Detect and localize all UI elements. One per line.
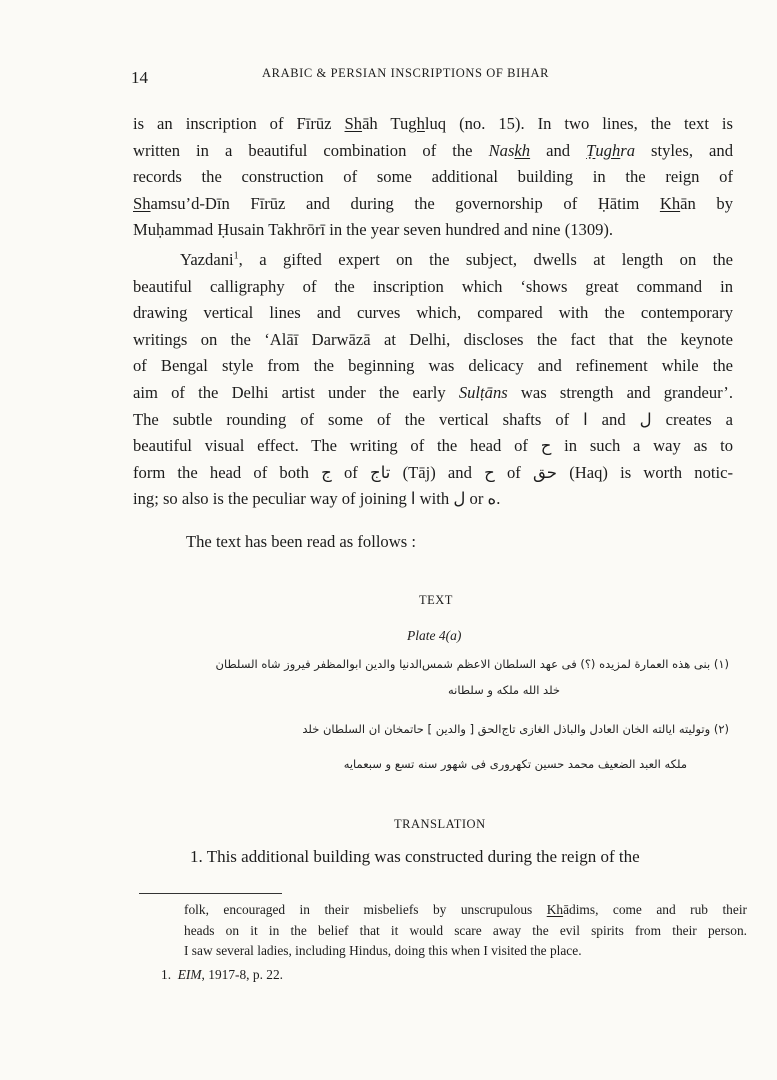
footnote-1: 1. EIM, 1917-8, p. 22. (161, 967, 284, 982)
p2-line-5: of Bengal style from the beginning was delicacy and refinement while the (133, 356, 733, 376)
p2-line-10: ing; so also is the peculiar way of joining ا with ل or ه. (133, 489, 501, 509)
arabic-inscription-line-2-cont: ملکه العبد الضعیف محمد حسین تکهروری فی شهور سنه تسع و سبعمایه (343, 757, 687, 771)
p2-line-8: beautiful visual effect. The writing of the head of ح in such a way as to (133, 436, 733, 456)
p2-line-7: The subtle rounding of some of the vertical shafts of ا and ل creates a (133, 409, 733, 429)
footnote-cont-line-3: I saw several ladies, including Hindus, doing this when I visited the place. (184, 943, 582, 958)
footnote-ref-1: 1 (233, 250, 239, 262)
arabic-inscription-line-1: (۱) بنی هذه العمارة لمزیده (؟) فی عهد السلطان الاعظم شمس‌الدنیا والدین ابوالمظفر فیروز شاه السلطان (215, 657, 729, 671)
arabic-inscription-line-1-cont: خلد الله ملکه و سلطانه (447, 683, 560, 697)
text-heading: TEXT (419, 593, 453, 607)
arabic-inscription-line-2: (۲) وتولیته ایالته الخان العادل والباذل الغازی تاج‌الحق [ والدین ] حاتمخان ان السلطان خلد (302, 722, 729, 736)
p1-line-1: is an inscription of Fīrūz Shāh Tughluq (no. 15). In two lines, the text is (133, 114, 733, 133)
p2-line-1: Yazdani$^1$, a gifted expert on the subject, dwells at length on the (180, 250, 733, 269)
page-number: 14 (131, 68, 148, 87)
footnote-cont-line-1: folk, encouraged in their misbeliefs by unscrupulous Khādims, come and rub their (184, 902, 747, 917)
p2-line-4: writings on the ‘Alāī Darwāzā at Delhi, discloses the fact that the keynote (133, 329, 733, 349)
p2-line-3: drawing vertical lines and curves which, compared with the contemporary (133, 303, 733, 323)
translation-line-1: 1. This additional building was constructed during the reign of the (190, 847, 640, 866)
paragraph-1 (133, 111, 733, 244)
paragraph-3: The text has been read as follows : (186, 532, 416, 551)
plate-reference: Plate 4(a) (407, 628, 462, 643)
p2-line-2: beautiful calligraphy of the inscription which ‘shows great command in (133, 276, 733, 296)
footnote-divider (139, 893, 282, 894)
p1-line-2: written in a beautiful combination of the Naskh and Ṭughra styles, and (133, 140, 733, 160)
p2-line-9: form the head of both ج of تاج (Tāj) and ح of حق (Haq) is worth notic- (133, 462, 733, 482)
p2-line-6: aim of the Delhi artist under the early Sulṭāns was strength and grandeur’. (133, 382, 733, 402)
p1-line-5: Muḥammad Ḥusain Takhrōrī in the year seven hundred and nine (1309). (133, 220, 614, 240)
running-head: ARABIC & PERSIAN INSCRIPTIONS OF BIHAR (262, 66, 550, 80)
p1-line-3: records the construction of some additional building in the reign of (133, 167, 733, 187)
paragraph-2 (133, 247, 733, 513)
p1-line-4: Shamsu’d-Dīn Fīrūz and during the governorship of Ḥātim Khān by (133, 193, 733, 213)
footnote-continuation (184, 900, 747, 962)
translation-heading: TRANSLATION (394, 817, 486, 831)
footnote-cont-line-2: heads on it in the belief that it would scare away the evil spirits from their person. (184, 922, 747, 938)
